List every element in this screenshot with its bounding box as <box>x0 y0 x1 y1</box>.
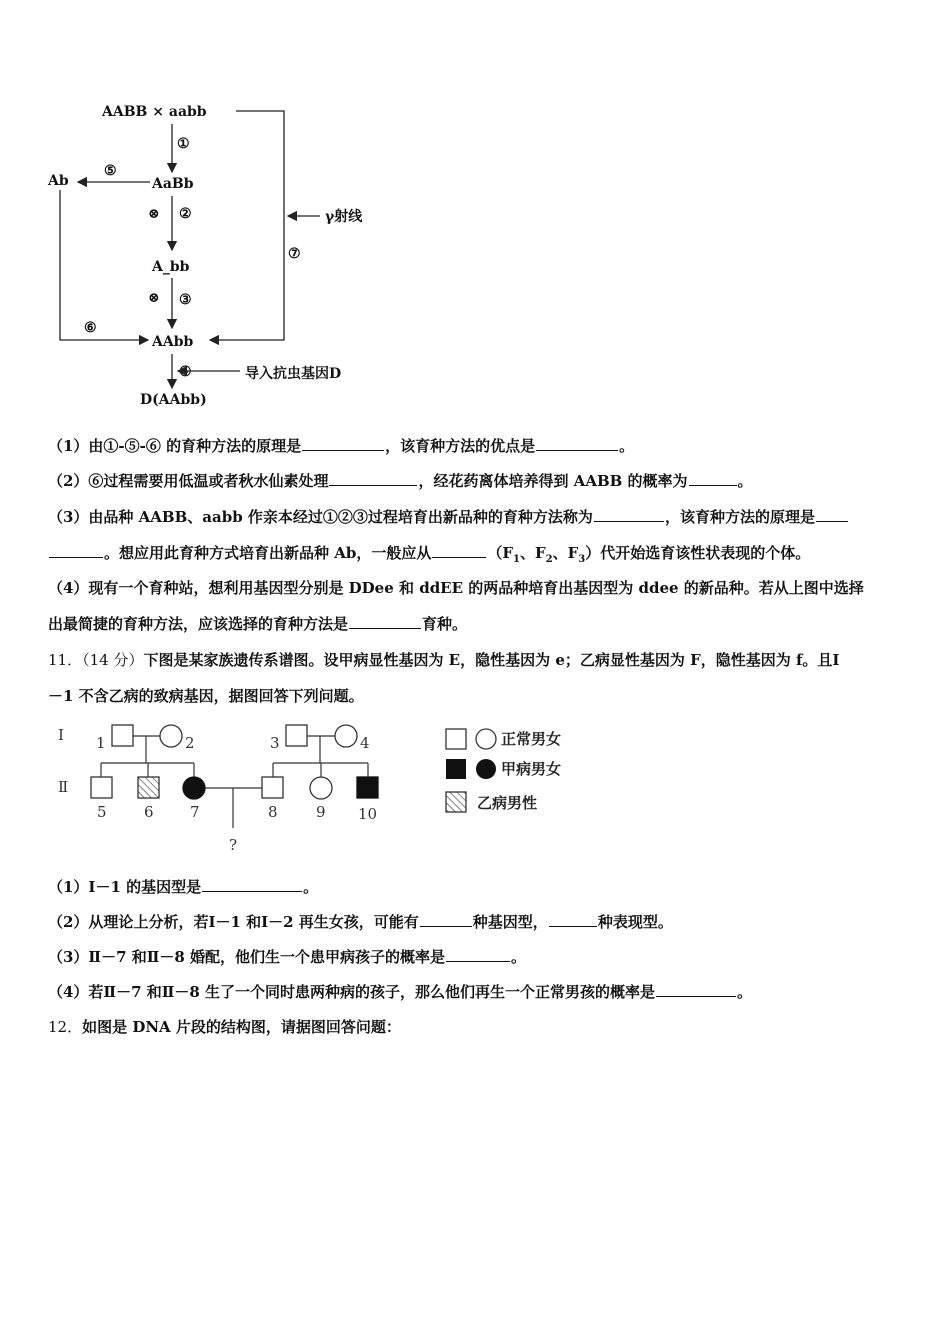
male-normal-3 <box>286 725 307 746</box>
male-normal-5 <box>91 777 112 798</box>
text: 、F <box>519 544 546 562</box>
step3-marker: ③ <box>179 292 192 308</box>
text: （F <box>487 544 514 562</box>
female-normal-2 <box>160 725 182 747</box>
q10-part1 <box>48 434 918 458</box>
text: （4）若Ⅱ－7 和Ⅱ－8 生了一个同时患两种病的孩子，那么他们再生一个正常男孩的概率是 <box>48 983 656 1001</box>
selfcross-symbol: ⊗ <box>148 206 160 222</box>
answer-blank[interactable] <box>446 946 510 962</box>
subscript: 3 <box>578 554 586 565</box>
text: 如图是 DNA 片段的结构图，请据图回答问题： <box>82 1018 401 1036</box>
text: ，该育种方法的原理是 <box>664 508 815 526</box>
individual-number: 4 <box>360 734 370 752</box>
breeding-diagram <box>40 90 400 420</box>
answer-blank[interactable] <box>349 613 421 629</box>
pedigree-chart <box>48 716 608 858</box>
unknown-child-label: ? <box>229 836 238 854</box>
text: 。想应用此育种方式培育出新品种 Ab，一般应从 <box>104 544 432 562</box>
legend-normal-label: 正常男女 <box>501 730 562 748</box>
answer-blank[interactable] <box>329 470 417 486</box>
question-number: 11． <box>48 651 83 669</box>
subscript: 2 <box>545 554 553 565</box>
text: 、F <box>552 544 579 562</box>
individual-number: 9 <box>316 803 326 821</box>
female-normal-9 <box>310 777 332 799</box>
individual-number: 3 <box>270 734 280 752</box>
individual-number: 2 <box>185 734 195 752</box>
q10-part4-line2 <box>48 612 918 636</box>
legend-yi-label: 乙病男性 <box>477 794 538 812</box>
text: （3）由品种 AABB、aabb 作亲本经过①②③过程培育出新品种的育种方法称为 <box>48 508 593 526</box>
q11-sub1 <box>48 875 918 899</box>
q12-intro <box>48 1015 918 1039</box>
text: （2）从理论上分析，若Ⅰ－1 和Ⅰ－2 再生女孩，可能有 <box>48 913 419 931</box>
text: （1）由①-⑤-⑥ 的育种方法的原理是 <box>48 437 302 455</box>
text: 。 <box>303 878 319 896</box>
q10-part4-line1 <box>48 576 918 600</box>
q11-sub2 <box>48 910 918 934</box>
text: 种基因型， <box>472 913 548 931</box>
q11-sub4 <box>48 980 918 1004</box>
f1-label: AaBb <box>152 176 194 192</box>
male-normal-8 <box>262 777 283 798</box>
q11-sub3 <box>48 945 918 969</box>
aabb-target-label: AAbb <box>152 334 194 350</box>
individual-number: 10 <box>358 805 378 823</box>
text: 种表现型。 <box>597 913 673 931</box>
parents-label: AABB × aabb <box>102 104 207 120</box>
answer-blank[interactable] <box>202 876 302 892</box>
legend-male-jia-icon <box>446 759 466 779</box>
answer-blank[interactable] <box>432 542 486 558</box>
answer-blank[interactable] <box>816 506 848 522</box>
legend-male-normal-icon <box>446 729 466 749</box>
male-normal-1 <box>112 725 133 746</box>
text: （1）Ⅰ－1 的基因型是 <box>48 878 202 896</box>
text: 。 <box>511 948 527 966</box>
q11-intro-line1 <box>48 648 918 672</box>
text: 下图是某家族遗传系谱图。设甲病显性基因为 E，隐性基因为 e；乙病显性基因为 F，隐性基因为 f。且Ⅰ <box>143 651 840 669</box>
step4-marker: ④ <box>179 364 192 380</box>
generation-label: Ⅱ <box>58 778 69 796</box>
generation-label: Ⅰ <box>58 726 64 744</box>
d-aabb-label: D(AAbb) <box>140 392 207 408</box>
legend-male-yi-icon <box>446 792 466 812</box>
individual-number: 7 <box>190 803 200 821</box>
q11-intro-line2 <box>48 684 918 708</box>
male-yi-disease-6 <box>138 777 159 798</box>
answer-blank[interactable] <box>656 981 736 997</box>
text: ，该育种方法的优点是 <box>385 437 536 455</box>
answer-blank[interactable] <box>689 470 737 486</box>
legend-female-normal-icon <box>476 729 496 749</box>
text: （4）现有一个育种站，想利用基因型分别是 DDee 和 ddEE 的两品种培育出基因型为 ddee 的新品种。若从上图中选择 <box>48 579 864 597</box>
legend-jia-label: 甲病男女 <box>501 760 562 778</box>
male-jia-disease-10 <box>357 777 378 798</box>
question-number: 12． <box>48 1018 83 1036</box>
text: 出最简捷的育种方法，应该选择的育种方法是 <box>48 615 349 633</box>
individual-number: 8 <box>268 803 278 821</box>
a-bb-label: A_bb <box>152 259 190 275</box>
gamma-ray-label: γ射线 <box>325 209 363 225</box>
selfcross-symbol: ⊗ <box>148 290 160 306</box>
text: 。 <box>619 437 635 455</box>
q10-part3-line1 <box>48 505 918 529</box>
gene-import-label: 导入抗虫基因D <box>245 366 342 382</box>
text: 育种。 <box>422 615 468 633</box>
answer-blank[interactable] <box>594 506 664 522</box>
step7-marker: ⑦ <box>288 246 301 262</box>
individual-number: 6 <box>144 803 154 821</box>
score: （14 分） <box>82 651 144 669</box>
individual-number: 1 <box>96 734 106 752</box>
step6-marker: ⑥ <box>84 320 97 336</box>
answer-blank[interactable] <box>536 435 618 451</box>
text: （3）Ⅱ－7 和Ⅱ－8 婚配，他们生一个患甲病孩子的概率是 <box>48 948 446 966</box>
text: 。 <box>737 983 753 1001</box>
path-line <box>210 111 284 340</box>
answer-blank[interactable] <box>49 542 103 558</box>
path-line <box>60 190 148 340</box>
female-jia-disease-7 <box>183 777 205 799</box>
ab-label: Ab <box>48 173 69 189</box>
q10-part3-line2 <box>48 541 918 565</box>
answer-blank[interactable] <box>420 911 472 927</box>
female-normal-4 <box>335 725 357 747</box>
text: ，经花药离体培养得到 AABB 的概率为 <box>418 472 688 490</box>
text: 。 <box>737 472 753 490</box>
text: （2）⑥过程需要用低温或者秋水仙素处理 <box>48 472 329 490</box>
text: －1 不含乙病的致病基因，据图回答下列问题。 <box>48 687 364 705</box>
answer-blank[interactable] <box>549 911 597 927</box>
subscript: 1 <box>513 554 520 565</box>
q10-part2 <box>48 469 918 493</box>
answer-blank[interactable] <box>302 435 384 451</box>
legend-female-jia-icon <box>476 759 496 779</box>
individual-number: 5 <box>97 803 107 821</box>
text: ）代开始选育该性状表现的个体。 <box>585 544 811 562</box>
step1-marker: ① <box>177 136 190 152</box>
step5-marker: ⑤ <box>104 163 117 179</box>
step2-marker: ② <box>179 206 192 222</box>
